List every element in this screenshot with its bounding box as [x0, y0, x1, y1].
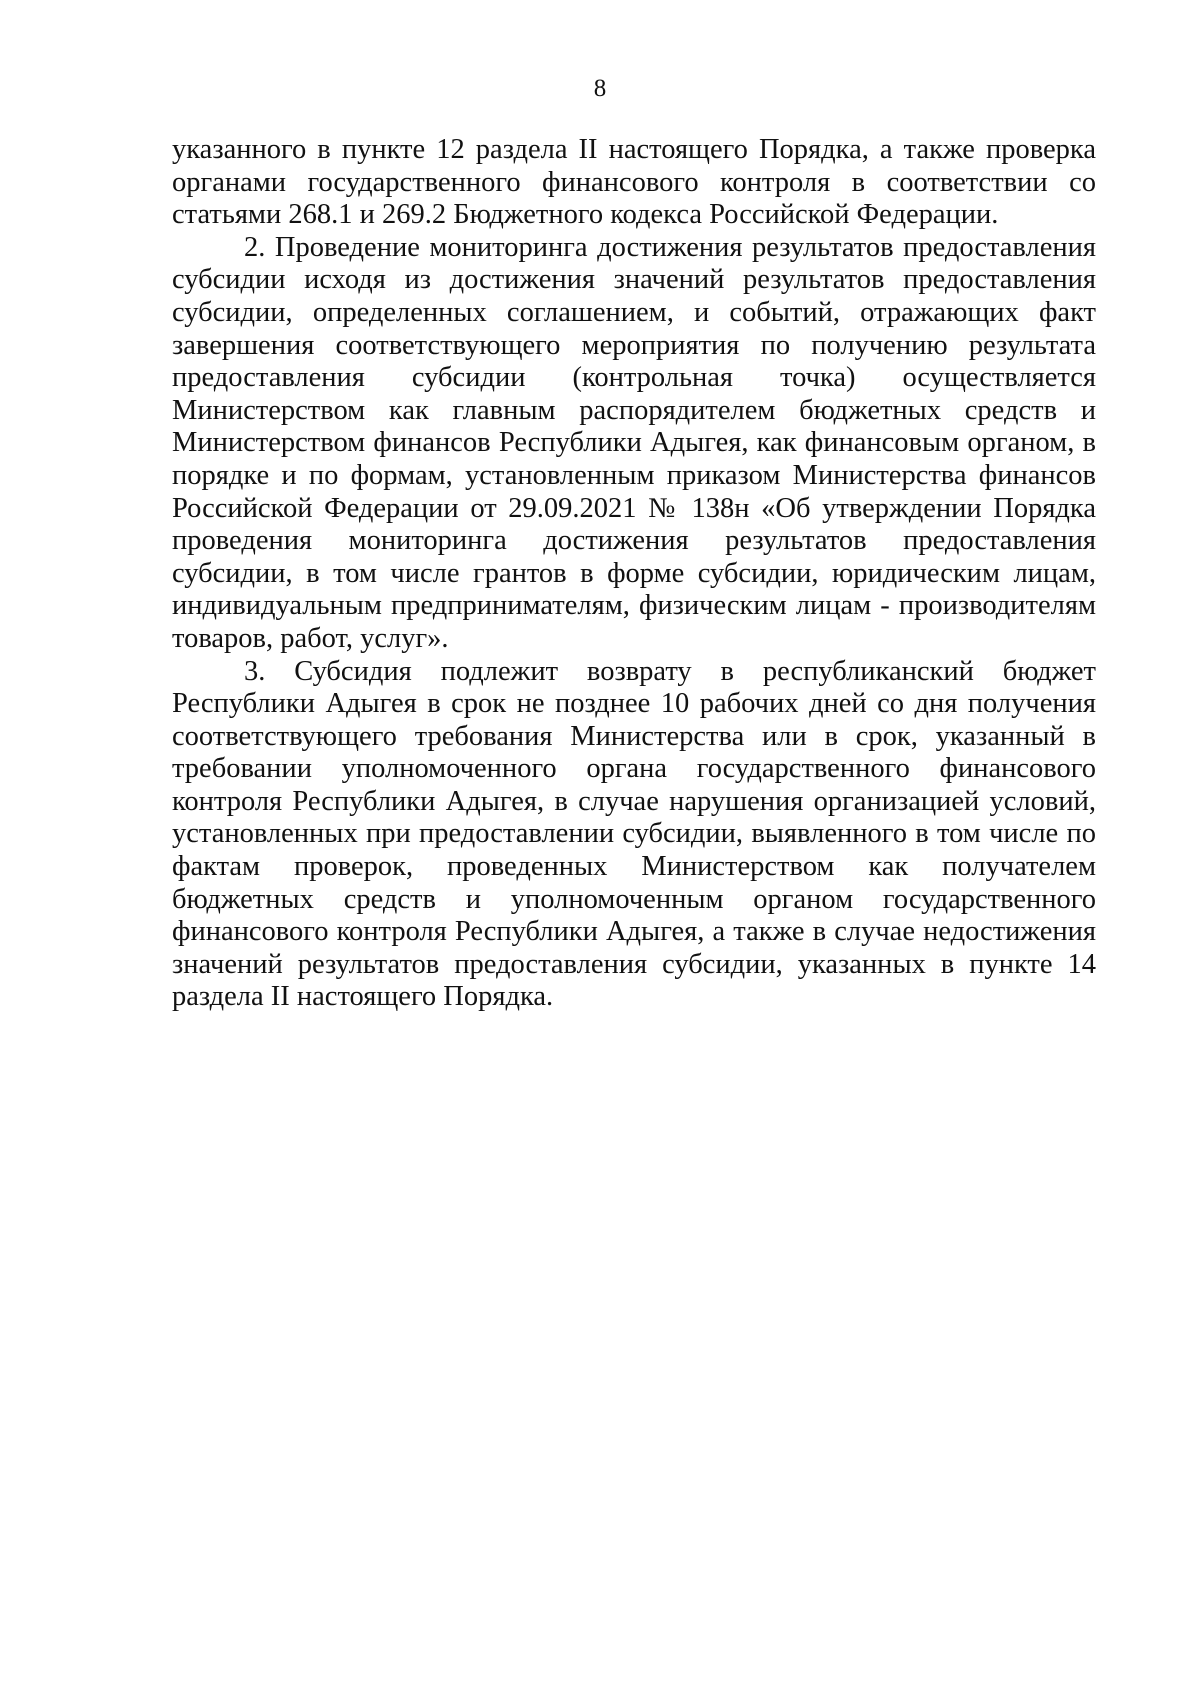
paragraph-item-2: 2. Проведение мониторинга достижения результатов предоставления субсидии исходя из достижения значений результатов предоставления субсидии, определенных соглашением, и событий, отражающих факт завершения соответствующего мероприятия по получению результата предоставления субсидии (контрольная точка) осуществляется Министерством как главным распорядителем бюджетных средств и Министерством финансов Республики Адыгея, как финансовым органом, в порядке и по формам, установленным приказом Министерства финансов Российской Федерации от 29.09.2021 № 138н «Об утверждении Порядка проведения мониторинга достижения результатов предоставления субсидии, в том числе грантов в форме субсидии, юридическим лицам, индивидуальным предпринимателям, физическим лицам - производителям товаров, работ, услуг». — [172, 231, 1096, 654]
paragraph-continuation: указанного в пункте 12 раздела II настоящего Порядка, а также проверка органами государственного финансового контроля в соответствии со статьями 268.1 и 269.2 Бюджетного кодекса Российской Федерации. — [172, 134, 1096, 231]
page-number: 8 — [593, 75, 607, 102]
document-body — [172, 134, 1096, 1014]
paragraph-item-3: 3. Субсидия подлежит возврату в республиканский бюджет Республики Адыгея в срок не позднее 10 рабочих дней со дня получения соответствующего требования Министерства или в срок, указанный в требовании уполномоченного органа государственного финансового контроля Республики Адыгея, в случае нарушения организацией условий, установленных при предоставлении субсидии, выявленного в том числе по фактам проверок, проведенных Министерством как получателем бюджетных средств и уполномоченным органом государственного финансового контроля Республики Адыгея, а также в случае недостижения значений результатов предоставления субсидии, указанных в пункте 14 раздела II настоящего Порядка. — [172, 655, 1096, 1013]
